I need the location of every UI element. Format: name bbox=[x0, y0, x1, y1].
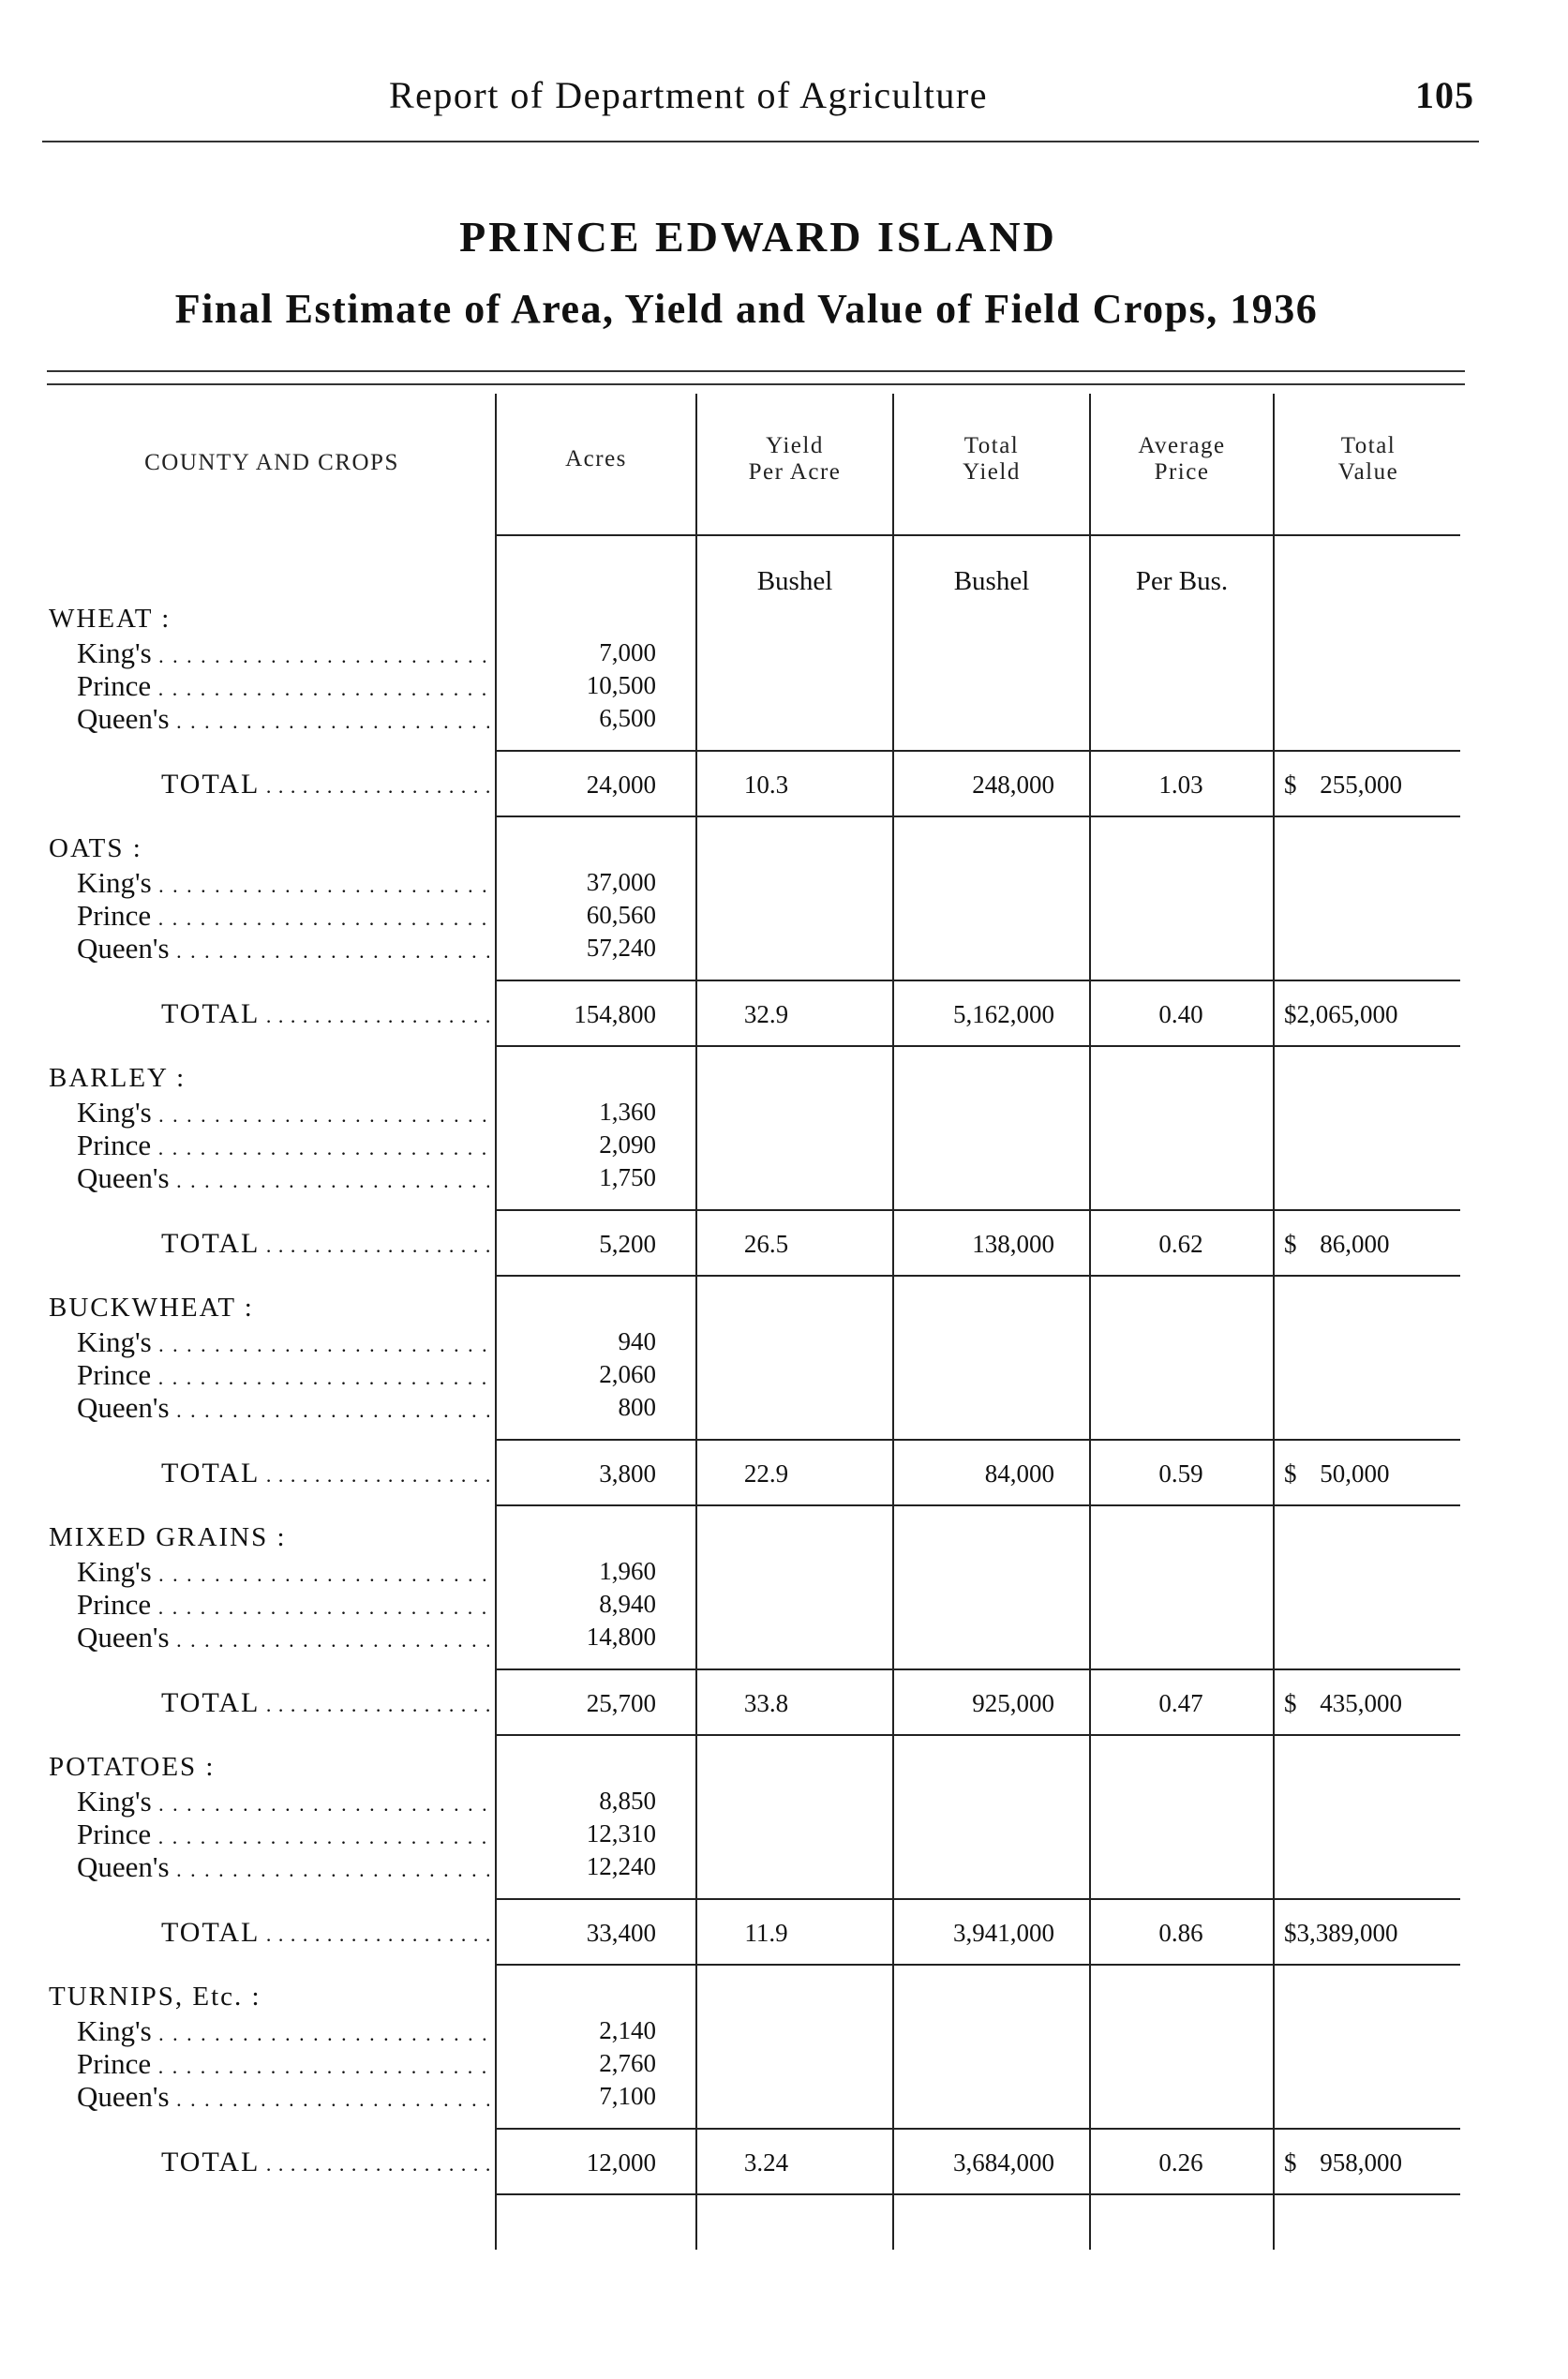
acres-value: 2,090 bbox=[599, 1130, 656, 1159]
acres-value: 2,140 bbox=[599, 2016, 656, 2044]
total-acres: 3,800 bbox=[599, 1459, 656, 1488]
average-price: 0.62 bbox=[1158, 1230, 1203, 1258]
running-title: Report of Department of Agriculture bbox=[389, 74, 988, 116]
county-label: Prince . . . bbox=[77, 2047, 489, 2081]
yield-per-acre: 26.5 bbox=[743, 1230, 789, 1258]
total-yield: 248,000 bbox=[972, 771, 1054, 799]
total-label: TOTAL . . . bbox=[161, 1687, 489, 1719]
county-label: Prince . . . bbox=[77, 1358, 489, 1392]
acres-value: 6,500 bbox=[599, 704, 656, 732]
column-divider bbox=[1089, 394, 1091, 2250]
acres-value: 57,240 bbox=[586, 934, 656, 962]
total-rule-top bbox=[495, 750, 1460, 752]
county-label: Queen's . . . bbox=[77, 702, 489, 736]
yield-per-acre: 33.8 bbox=[743, 1689, 789, 1717]
county-label: King's . . . bbox=[77, 1785, 489, 1818]
total-value: $3,389,000 bbox=[1284, 1919, 1398, 1947]
total-yield: 84,000 bbox=[984, 1459, 1054, 1488]
acres-value: 12,310 bbox=[586, 1819, 656, 1848]
column-header-yield-per-acre: Yield Per Acre bbox=[748, 433, 842, 485]
acres-value: 37,000 bbox=[586, 868, 656, 896]
crop-heading: MIXED GRAINS : bbox=[49, 1522, 287, 1552]
county-label: Prince . . . bbox=[77, 1588, 489, 1622]
total-rule-bottom bbox=[495, 1275, 1460, 1277]
total-rule-top bbox=[495, 2128, 1460, 2130]
total-label: TOTAL . . . bbox=[161, 2147, 489, 2178]
acres-value: 12,240 bbox=[586, 1852, 656, 1880]
acres-value: 8,940 bbox=[599, 1590, 656, 1618]
unit-label-yield: Bushel bbox=[756, 566, 833, 596]
acres-value: 1,360 bbox=[599, 1098, 656, 1126]
total-yield: 925,000 bbox=[972, 1689, 1054, 1717]
total-rule-top bbox=[495, 1668, 1460, 1670]
average-price: 0.40 bbox=[1158, 1000, 1203, 1028]
total-label: TOTAL . . . bbox=[161, 1228, 489, 1260]
document-title: PRINCE EDWARD ISLAND bbox=[459, 213, 1057, 261]
total-label: TOTAL . . . bbox=[161, 1458, 489, 1489]
county-label: Queen's . . . bbox=[77, 932, 489, 965]
total-value: $ 86,000 bbox=[1284, 1230, 1390, 1258]
total-acres: 154,800 bbox=[574, 1000, 656, 1028]
column-header-total-yield: Total Yield bbox=[963, 433, 1021, 485]
total-rule-bottom bbox=[495, 1964, 1460, 1966]
county-label: Queen's . . . bbox=[77, 1161, 489, 1195]
total-value: $ 958,000 bbox=[1284, 2148, 1402, 2177]
total-acres: 33,400 bbox=[586, 1919, 656, 1947]
county-label: Queen's . . . bbox=[77, 2080, 489, 2114]
document-subtitle: Final Estimate of Area, Yield and Value of Field Crops, 1936 bbox=[174, 286, 1319, 332]
column-divider bbox=[892, 394, 894, 2250]
county-label: King's . . . bbox=[77, 1555, 489, 1589]
crop-heading: WHEAT : bbox=[49, 604, 172, 634]
county-label: King's . . . bbox=[77, 1096, 489, 1130]
county-label: Queen's . . . bbox=[77, 1850, 489, 1884]
column-header-average-price: Average Price bbox=[1138, 433, 1226, 485]
unit-label-price: Per Bus. bbox=[1135, 566, 1229, 596]
crop-heading: OATS : bbox=[49, 833, 142, 863]
total-rule-bottom bbox=[495, 1734, 1460, 1736]
county-label: Prince . . . bbox=[77, 1129, 489, 1162]
yield-per-acre: 3.24 bbox=[743, 2148, 789, 2177]
column-header-acres: Acres bbox=[565, 446, 627, 471]
acres-value: 7,000 bbox=[599, 638, 656, 666]
acres-value: 2,060 bbox=[599, 1360, 656, 1388]
total-rule-top bbox=[495, 1898, 1460, 1900]
yield-per-acre: 11.9 bbox=[744, 1919, 788, 1947]
column-header-county: COUNTY AND CROPS bbox=[144, 450, 399, 475]
yield-per-acre: 22.9 bbox=[743, 1459, 789, 1488]
total-value: $ 50,000 bbox=[1284, 1459, 1390, 1488]
county-label: Prince . . . bbox=[77, 1818, 489, 1851]
county-label: King's . . . bbox=[77, 2014, 489, 2048]
total-rule-top bbox=[495, 980, 1460, 981]
total-value: $ 435,000 bbox=[1284, 1689, 1402, 1717]
column-divider bbox=[1273, 394, 1275, 2250]
total-yield: 138,000 bbox=[972, 1230, 1054, 1258]
acres-value: 7,100 bbox=[599, 2082, 656, 2110]
average-price: 0.47 bbox=[1158, 1689, 1203, 1717]
total-rule-bottom bbox=[495, 815, 1460, 817]
title-double-rule bbox=[47, 370, 1465, 385]
crop-heading: BARLEY : bbox=[49, 1063, 187, 1093]
page-number: 105 bbox=[1415, 74, 1474, 116]
total-yield: 5,162,000 bbox=[953, 1000, 1054, 1028]
county-label: Prince . . . bbox=[77, 669, 489, 703]
total-rule-bottom bbox=[495, 1504, 1460, 1506]
header-rule bbox=[42, 141, 1479, 142]
total-rule-bottom bbox=[495, 1045, 1460, 1047]
acres-value: 60,560 bbox=[586, 901, 656, 929]
total-acres: 5,200 bbox=[599, 1230, 656, 1258]
acres-value: 10,500 bbox=[586, 671, 656, 699]
total-rule-top bbox=[495, 1209, 1460, 1211]
county-label: Prince . . . bbox=[77, 899, 489, 933]
header-rule bbox=[495, 534, 1460, 536]
total-value: $2,065,000 bbox=[1284, 1000, 1398, 1028]
acres-value: 2,760 bbox=[599, 2049, 656, 2077]
acres-value: 14,800 bbox=[586, 1623, 656, 1651]
crop-heading: TURNIPS, Etc. : bbox=[49, 1982, 261, 2012]
crop-heading: POTATOES : bbox=[49, 1752, 216, 1782]
total-rule-top bbox=[495, 1439, 1460, 1441]
total-label: TOTAL . . . bbox=[161, 769, 489, 800]
yield-per-acre: 10.3 bbox=[743, 771, 789, 799]
yield-per-acre: 32.9 bbox=[743, 1000, 789, 1028]
running-header bbox=[37, 73, 1474, 139]
county-label: Queen's . . . bbox=[77, 1621, 489, 1654]
acres-value: 1,750 bbox=[599, 1163, 656, 1191]
total-yield: 3,684,000 bbox=[953, 2148, 1054, 2177]
column-divider bbox=[695, 394, 697, 2250]
average-price: 1.03 bbox=[1158, 771, 1203, 799]
crop-heading: BUCKWHEAT : bbox=[49, 1293, 254, 1323]
county-label: King's . . . bbox=[77, 636, 489, 670]
county-label: Queen's . . . bbox=[77, 1391, 489, 1425]
county-label: King's . . . bbox=[77, 866, 489, 900]
total-value: $ 255,000 bbox=[1284, 771, 1402, 799]
average-price: 0.26 bbox=[1158, 2148, 1203, 2177]
acres-value: 1,960 bbox=[599, 1557, 656, 1585]
average-price: 0.59 bbox=[1158, 1459, 1203, 1488]
acres-value: 940 bbox=[618, 1327, 656, 1355]
column-divider bbox=[495, 394, 497, 2250]
total-rule-bottom bbox=[495, 2193, 1460, 2195]
total-acres: 24,000 bbox=[586, 771, 656, 799]
total-acres: 25,700 bbox=[586, 1689, 656, 1717]
column-header-total-value: Total Value bbox=[1337, 433, 1399, 485]
total-acres: 12,000 bbox=[586, 2148, 656, 2177]
county-label: King's . . . bbox=[77, 1325, 489, 1359]
average-price: 0.86 bbox=[1158, 1919, 1203, 1947]
total-yield: 3,941,000 bbox=[953, 1919, 1054, 1947]
acres-value: 8,850 bbox=[599, 1787, 656, 1815]
total-label: TOTAL . . . bbox=[161, 998, 489, 1030]
total-label: TOTAL . . . bbox=[161, 1917, 489, 1949]
acres-value: 800 bbox=[618, 1393, 656, 1421]
unit-label-total: Bushel bbox=[953, 566, 1030, 596]
